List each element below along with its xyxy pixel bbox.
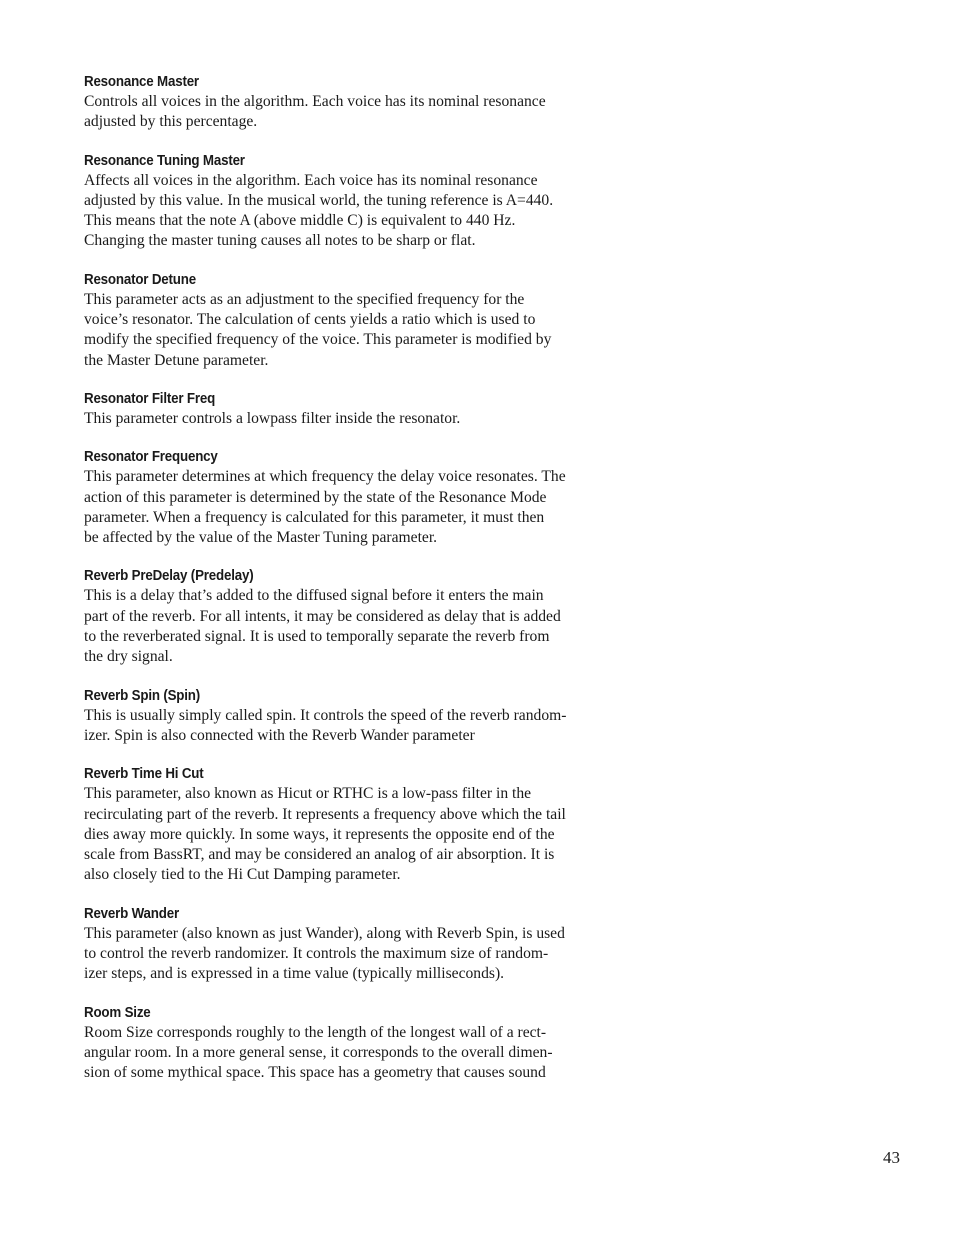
entry-text-line: adjusted by this value. In the musical world, the tuning reference is A=440. [84,191,554,209]
entry-reverb-spin [84,687,604,747]
entry-heading: Room Size [84,1004,151,1021]
entry-room-size [84,1004,604,1084]
entry-text-line: izer steps, and is expressed in a time value (typically milliseconds). [84,965,505,983]
entry-heading: Resonance Master [84,74,199,90]
entry-text-line: the Master Detune parameter. [84,351,269,369]
entry-text-line: Affects all voices in the algorithm. Each voice has its nominal resonance [84,171,538,189]
entry-text-line: Room Size corresponds roughly to the length of the longest wall of a rect- [84,1023,547,1041]
entry-text-line: angular room. In a more general sense, it corresponds to the overall dimen- [84,1043,553,1061]
entry-heading: Reverb PreDelay (Predelay) [84,568,254,585]
entry-resonator-filter-freq [84,390,604,429]
entry-text-line: Controls all voices in the algorithm. Each voice has its nominal resonance [84,93,546,110]
entry-text-line: to control the reverb randomizer. It controls the maximum size of random- [84,945,549,963]
entry-text-line: the dry signal. [84,648,173,666]
entry-heading: Resonator Detune [84,271,196,288]
entry-text-line: This parameter (also known as just Wander), along with Reverb Spin, is used [84,924,565,942]
entry-heading: Resonator Frequency [84,449,218,466]
entry-text-line: modify the specified frequency of the voice. This parameter is modified by [84,331,552,349]
page-number: 43 [883,1148,900,1167]
entry-text-line: Changing the master tuning causes all notes to be sharp or flat. [84,232,476,250]
entry-heading: Resonance Tuning Master [84,152,245,169]
entry-text-line: sion of some mythical space. This space has a geometry that causes sound [84,1064,546,1082]
entry-resonator-detune [84,271,604,371]
entry-text-line: This is a delay that’s added to the diffused signal before it enters the main [84,587,544,605]
entry-text-line: to the reverberated signal. It is used to temporally separate the reverb from [84,628,550,646]
entry-text-line: part of the reverb. For all intents, it may be considered as delay that is added [84,607,561,625]
entry-reverb-predelay [84,567,604,667]
document-body [84,73,604,1103]
entry-text-line: parameter. When a frequency is calculated for this parameter, it must then [84,508,545,526]
entry-heading: Resonator Filter Freq [84,390,216,407]
entry-text-line: This parameter determines at which frequency the delay voice resonates. The [84,468,566,486]
entry-heading: Reverb Spin (Spin) [84,687,201,704]
entry-resonance-tuning-master [84,152,604,252]
entry-text-line: action of this parameter is determined by the state of the Resonance Mode [84,488,547,506]
entry-text-line: recirculating part of the reverb. It represents a frequency above which the tail [84,805,566,823]
entry-text-line: scale from BassRT, and may be considered an analog of air absorption. It is [84,846,555,864]
entry-text-line: This parameter acts as an adjustment to the specified frequency for the [84,290,525,308]
entry-text-line: This parameter, also known as Hicut or RTHC is a low-pass filter in the [84,785,532,803]
entry-text-line: This means that the note A (above middle C) is equivalent to 440 Hz. [84,212,516,230]
entry-text-line: also closely tied to the Hi Cut Damping parameter. [84,866,401,884]
entry-heading: Reverb Time Hi Cut [84,766,204,783]
entry-text-line: izer. Spin is also connected with the Reverb Wander parameter [84,726,475,744]
entry-heading: Reverb Wander [84,905,179,922]
entry-text-line: dies away more quickly. In some ways, it represents the opposite end of the [84,825,555,843]
entry-text-line: be affected by the value of the Master Tuning parameter. [84,529,438,547]
entry-resonance-master [84,73,604,133]
entry-reverb-wander [84,905,604,985]
entry-text-line: adjusted by this percentage. [84,113,258,131]
entry-text-line: voice’s resonator. The calculation of cents yields a ratio which is used to [84,311,536,329]
entry-text-line: This parameter controls a lowpass filter inside the resonator. [84,409,461,427]
entry-text-line: This is usually simply called spin. It controls the speed of the reverb random- [84,706,567,724]
entry-resonator-frequency [84,448,604,548]
entry-reverb-time-hi-cut [84,765,604,885]
